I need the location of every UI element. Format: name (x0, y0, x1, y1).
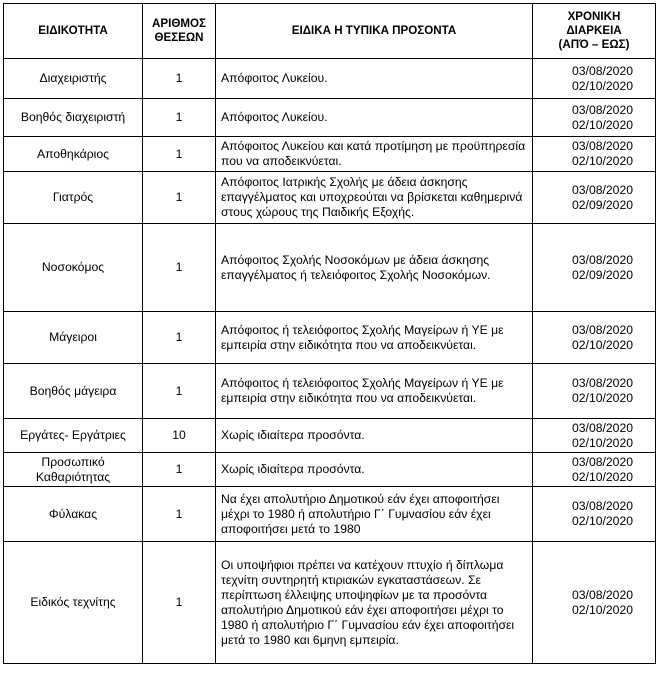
table-row (4, 419, 656, 453)
date-from: 03/08/2020 (572, 252, 633, 267)
cell-positions: 1 (143, 453, 216, 487)
table-row (4, 542, 656, 664)
cell-specialty: Διαχειριστής (4, 59, 143, 99)
cell-specialty: Φύλακας (4, 487, 143, 542)
cell-duration (533, 419, 656, 453)
cell-duration (533, 312, 656, 364)
header-specialty: ΕΙΔΙΚΟΤΗΤΑ (4, 4, 143, 59)
date-from: 03/08/2020 (572, 139, 633, 153)
cell-specialty: Μάγειροι (4, 312, 143, 364)
cell-qualifications: Απόφοιτος Σχολής Νοσοκόμων με άδεια άσκησης επαγγέλματος ή τελειόφοιτος Σχολής Νοσοκόμων. (216, 224, 533, 312)
cell-positions: 1 (143, 487, 216, 542)
date-to: 02/09/2020 (572, 197, 633, 212)
table-row (4, 312, 656, 364)
table-row (4, 364, 656, 419)
header-positions-line1: ΑΡΙΘΜΟΣ (152, 17, 206, 30)
date-to: 02/10/2020 (572, 602, 633, 617)
cell-qualifications: Απόφοιτος Λυκείου και κατά προτίμηση με προϋπηρεσία που να αποδεικνύεται. (216, 137, 533, 172)
cell-duration (533, 224, 656, 312)
date-from: 03/08/2020 (572, 322, 633, 337)
cell-specialty: Γιατρός (4, 172, 143, 224)
table-row (4, 487, 656, 542)
cell-qualifications: Απόφοιτος ή τελειόφοιτος Σχολής Μαγείρων ή ΥΕ με εμπειρία στην ειδικότητα που να αποδεικνύεται. (216, 364, 533, 419)
cell-specialty: Νοσοκόμος (4, 224, 143, 312)
table-row (4, 224, 656, 312)
cell-positions: 1 (143, 59, 216, 99)
table-row (4, 59, 656, 99)
table-row (4, 172, 656, 224)
cell-positions: 1 (143, 99, 216, 137)
header-positions-line2: ΘΕΣΕΩΝ (154, 31, 204, 44)
date-to: 02/10/2020 (572, 154, 633, 168)
cell-qualifications: Απόφοιτος Λυκείου. (216, 99, 533, 137)
date-to: 02/10/2020 (572, 514, 633, 528)
cell-duration (533, 542, 656, 664)
cell-duration (533, 453, 656, 487)
cell-qualifications: Οι υποψήφιοι πρέπει να κατέχουν πτυχίο ή δίπλωμα τεχνίτη συντηρητή κτιριακών εγκαταστάσεων. Σε περίπτωση έλλειψης υποψηφίων με τα προσόντα απολυτήριο Δημοτικού εάν έχει αποφοιτήσει μέχρι το 1980 ή απολυτήριο Γ΄ Γυμνασίου εάν έχει αποφοιτήσει μετά το 1980 και 6μηνη εμπειρία. (216, 542, 533, 664)
date-from: 03/08/2020 (572, 102, 633, 117)
cell-specialty: Βοηθός διαχειριστή (4, 99, 143, 137)
cell-specialty: Αποθηκάριος (4, 137, 143, 172)
date-to: 02/09/2020 (572, 267, 633, 282)
cell-specialty: Εργάτες- Εργάτριες (4, 419, 143, 453)
header-duration-line3: (ΑΠΌ – ΕΩΣ) (558, 38, 630, 51)
cell-qualifications: Να έχει απολυτήριο Δημοτικού εάν έχει αποφοιτήσει μέχρι το 1980 ή απολυτήριο Γ΄ Γυμνασίου εάν έχει αποφοιτήσει μετά το 1980 (216, 487, 533, 542)
date-to: 02/10/2020 (572, 78, 633, 93)
cell-positions: 1 (143, 364, 216, 419)
cell-positions: 1 (143, 542, 216, 664)
cell-positions: 1 (143, 137, 216, 172)
cell-duration (533, 364, 656, 419)
date-from: 03/08/2020 (572, 499, 633, 513)
cell-duration (533, 172, 656, 224)
cell-positions: 1 (143, 172, 216, 224)
date-to: 02/10/2020 (572, 337, 633, 352)
cell-positions: 1 (143, 312, 216, 364)
date-from: 03/08/2020 (572, 376, 633, 390)
date-to: 02/10/2020 (572, 469, 633, 484)
cell-qualifications: Απόφοιτος Λυκείου. (216, 59, 533, 99)
cell-qualifications: Απόφοιτος Ιατρικής Σχολής με άδεια άσκησης επαγγέλματος και υποχρεούται να βρίσκεται καθημερινά στους χώρους της Παιδικής Εξοχής. (216, 172, 533, 224)
header-qualifications: ΕΙΔΙΚΑ Η ΤΥΠΙΚΑ ΠΡΟΣΟΝΤΑ (216, 4, 533, 59)
header-row (4, 4, 656, 59)
date-to: 02/10/2020 (572, 391, 633, 405)
cell-duration (533, 99, 656, 137)
cell-positions: 1 (143, 224, 216, 312)
cell-specialty: Ειδικός τεχνίτης (4, 542, 143, 664)
date-to: 02/10/2020 (572, 117, 633, 132)
positions-table (3, 3, 656, 664)
header-duration-line2: ΔΙΑΡΚΕΙΑ (566, 24, 622, 37)
date-from: 03/08/2020 (572, 63, 633, 78)
cell-duration (533, 59, 656, 99)
cell-qualifications: Χωρίς ιδιαίτερα προσόντα. (216, 453, 533, 487)
header-positions (143, 4, 216, 59)
date-from: 03/08/2020 (572, 182, 633, 197)
header-duration (533, 4, 656, 59)
cell-qualifications: Απόφοιτος ή τελειόφοιτος Σχολής Μαγείρων ή ΥΕ με εμπειρία στην ειδικότητα που να αποδεικνύεται. (216, 312, 533, 364)
table-row (4, 137, 656, 172)
date-to: 02/10/2020 (572, 435, 633, 450)
cell-specialty: Βοηθός μάγειρα (4, 364, 143, 419)
date-from: 03/08/2020 (572, 454, 633, 469)
header-duration-line1: ΧΡΟΝΙΚΗ (567, 10, 621, 23)
cell-positions: 10 (143, 419, 216, 453)
cell-qualifications: Χωρίς ιδιαίτερα προσόντα. (216, 419, 533, 453)
cell-duration (533, 487, 656, 542)
table-row (4, 99, 656, 137)
date-from: 03/08/2020 (572, 587, 633, 602)
date-from: 03/08/2020 (572, 420, 633, 435)
table-row (4, 453, 656, 487)
cell-duration (533, 137, 656, 172)
cell-specialty: Προσωπικό Καθαριότητας (4, 453, 143, 487)
